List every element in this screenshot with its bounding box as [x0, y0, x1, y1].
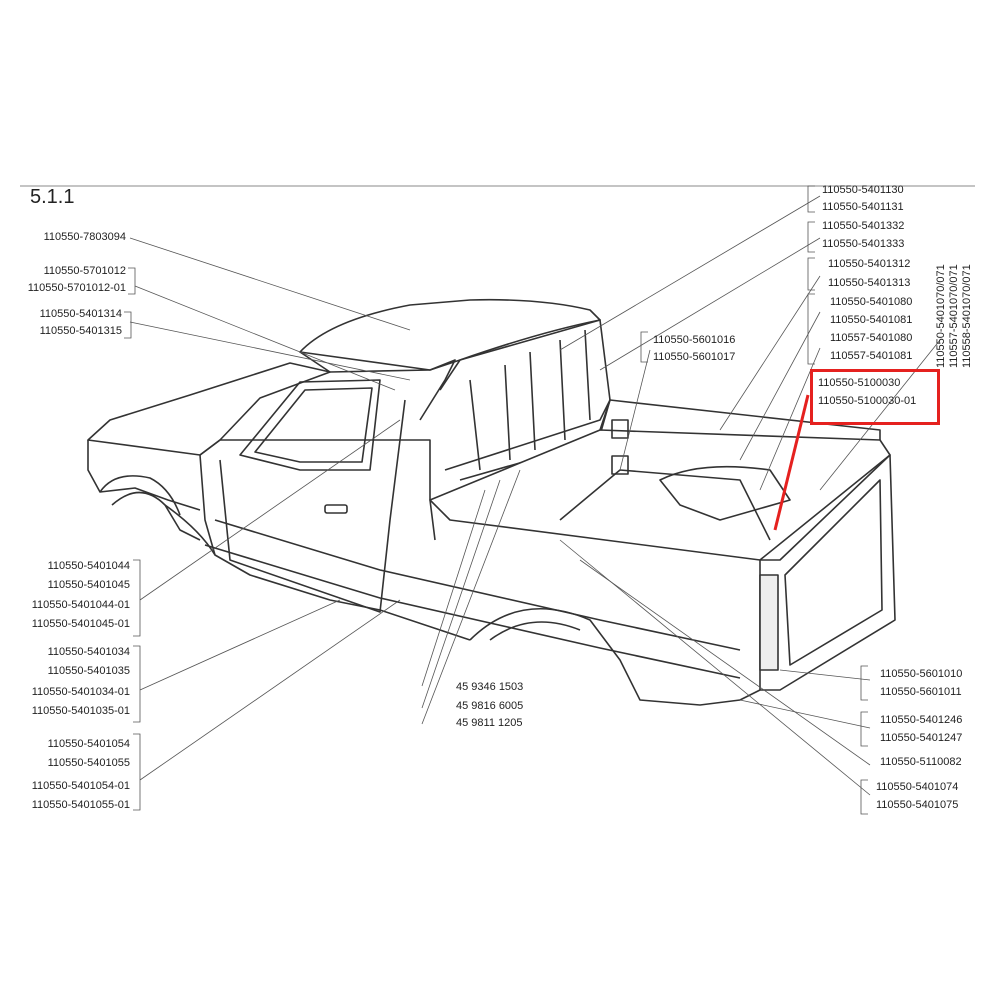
part-code: 45 9346 1503: [456, 681, 524, 693]
part-code: 110550-7803094: [43, 231, 126, 243]
part-code: 45 9811 1205: [456, 717, 523, 729]
part-code: 110550-5401246: [880, 714, 963, 726]
label-group-r9: [880, 756, 962, 769]
label-group-r1: [822, 184, 904, 214]
part-code: 110550-5100030-01: [818, 395, 917, 407]
part-code: 110550-5100030: [818, 377, 901, 389]
label-group-r5: [830, 332, 912, 363]
label-group-mid: [653, 334, 735, 364]
part-code: 110550-5401075: [876, 799, 959, 811]
part-code-vertical: 110558-5401070/071: [961, 264, 973, 368]
vertical-part-codes: [935, 250, 975, 375]
label-group-l2: [10, 265, 126, 295]
part-code: 110550-5401247: [880, 732, 963, 744]
part-code: 110550-5401035-01: [31, 705, 130, 717]
label-group-r2: [822, 220, 904, 251]
part-code: 110550-5601017: [653, 351, 736, 363]
label-group-r7: [880, 668, 962, 699]
part-code: 110550-5401034-01: [31, 686, 130, 698]
part-code: 110550-5401314: [39, 308, 122, 320]
part-code: 110550-5401044-01: [31, 599, 130, 611]
part-code: 110550-5401054: [47, 738, 130, 750]
part-code: 110550-5401044: [47, 560, 130, 572]
label-group-r3: [828, 258, 910, 290]
part-code: 110550-5401313: [828, 277, 911, 289]
part-code: 110550-5701012: [43, 265, 126, 277]
part-code: 110550-5401333: [822, 238, 905, 250]
part-code: 110550-5401055-01: [31, 799, 130, 811]
part-code: 110550-5401081: [830, 314, 913, 326]
label-group-r6: [818, 377, 916, 408]
part-code: 110550-5401045: [47, 579, 130, 591]
label-group-r4: [830, 296, 912, 327]
label-group-l5: [10, 646, 130, 718]
part-code: 110550-5401315: [39, 325, 122, 337]
part-code: 110550-5401074: [876, 781, 959, 793]
part-code-vertical: 110557-5401070/071: [948, 264, 960, 368]
part-code: 110550-5401130: [822, 184, 904, 196]
section-number: 5.1.1: [30, 186, 75, 208]
part-code: 45 9816 6005: [456, 700, 524, 712]
label-group-center: [456, 681, 523, 730]
part-code: 110550-5401055: [47, 757, 130, 769]
part-code: 110557-5401081: [830, 350, 913, 362]
part-code: 110550-5401080: [830, 296, 913, 308]
label-group-r8: [880, 714, 962, 745]
part-code: 110557-5401080: [830, 332, 913, 344]
part-code: 110550-5401045-01: [31, 618, 130, 630]
label-group-l1: [22, 231, 126, 244]
part-code: 110550-5401312: [828, 258, 911, 270]
label-group-r10: [876, 781, 958, 812]
part-code: 110550-5401131: [822, 201, 904, 213]
part-code: 110550-5601011: [880, 686, 962, 698]
label-group-l6: [10, 738, 130, 812]
part-code: 110550-5110082: [880, 756, 962, 768]
part-code: 110550-5401034: [47, 646, 130, 658]
pickup-body-drawing: [88, 300, 895, 705]
part-code: 110550-5401332: [822, 220, 905, 232]
part-code-vertical: 110550-5401070/071: [935, 264, 947, 368]
part-code: 110550-5701012-01: [27, 282, 126, 294]
label-group-l4: [10, 560, 130, 631]
part-code: 110550-5601010: [880, 668, 963, 680]
label-group-l3: [10, 308, 122, 338]
part-code: 110550-5601016: [653, 334, 736, 346]
part-code: 110550-5401054-01: [31, 780, 130, 792]
part-code: 110550-5401035: [47, 665, 130, 677]
